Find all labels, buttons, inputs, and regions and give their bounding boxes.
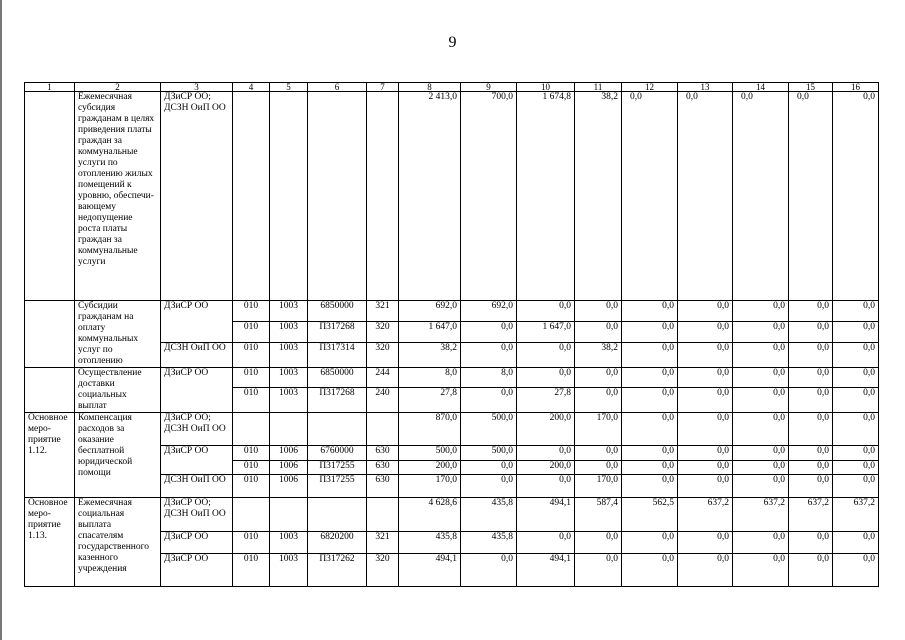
- code-cell: 6850000: [308, 368, 367, 388]
- measure-name: Субсидии гражданам на оплату коммунальных услуг по отоплению: [75, 301, 161, 368]
- value-cell: 27,8: [517, 388, 575, 413]
- code-cell: [233, 498, 270, 532]
- value-cell: 0,0: [833, 343, 879, 368]
- value-cell: 0,0: [575, 554, 622, 587]
- value-cell: 637,2: [789, 498, 833, 532]
- value-cell: 0,0: [789, 92, 833, 301]
- code-cell: 6850000: [308, 301, 367, 322]
- header-cell: 16: [833, 83, 879, 92]
- header-cell: 10: [517, 83, 575, 92]
- event-cell: [25, 92, 75, 301]
- table-row: [25, 92, 879, 301]
- code-cell: 1006: [270, 461, 308, 475]
- code-cell: 010: [233, 475, 270, 498]
- value-cell: 0,0: [833, 554, 879, 587]
- code-cell: 1006: [270, 475, 308, 498]
- measure-name: Ежемесячная субсидия гражданам в целях приведения платы граждан за коммунальные услуги по отоплению жилых помещений к уровню, обеспечи-вающему недопущение роста платы граждан за коммунальные услуги: [75, 92, 161, 301]
- value-cell: 494,1: [517, 554, 575, 587]
- header-cell: 2: [75, 83, 161, 92]
- value-cell: 0,0: [622, 461, 678, 475]
- value-cell: 0,0: [789, 475, 833, 498]
- value-cell: 170,0: [399, 475, 461, 498]
- page-number: 9: [448, 34, 457, 51]
- value-cell: 562,5: [622, 498, 678, 532]
- value-cell: 692,0: [461, 301, 517, 322]
- header-cell: 6: [308, 83, 367, 92]
- value-cell: 0,0: [461, 554, 517, 587]
- value-cell: 0,0: [622, 532, 678, 554]
- value-cell: 0,0: [789, 532, 833, 554]
- value-cell: 1 647,0: [399, 321, 461, 343]
- value-cell: 170,0: [575, 413, 622, 446]
- value-cell: 0,0: [678, 368, 733, 388]
- executor-cell: ДЗиСР ОО: [161, 301, 233, 343]
- value-cell: 0,0: [517, 446, 575, 461]
- code-cell: 010: [233, 554, 270, 587]
- header-cell: 7: [367, 83, 399, 92]
- value-cell: 0,0: [733, 475, 789, 498]
- value-cell: 1 674,8: [517, 92, 575, 301]
- code-cell: [270, 92, 308, 301]
- table-row: [25, 368, 879, 388]
- value-cell: 0,0: [678, 413, 733, 446]
- code-cell: 1003: [270, 301, 308, 322]
- executor-cell: ДЗиСР ОО; ДСЗН ОиП ОО: [161, 413, 233, 446]
- event-cell: Основное меро-приятие 1.13.: [25, 498, 75, 587]
- value-cell: 700,0: [461, 92, 517, 301]
- value-cell: 200,0: [517, 461, 575, 475]
- value-cell: 0,0: [678, 321, 733, 343]
- code-cell: 010: [233, 446, 270, 461]
- header-cell: 8: [399, 83, 461, 92]
- code-cell: 240: [367, 388, 399, 413]
- header-cell: 14: [733, 83, 789, 92]
- value-cell: 0,0: [789, 461, 833, 475]
- value-cell: 0,0: [789, 321, 833, 343]
- code-cell: 1006: [270, 446, 308, 461]
- code-cell: [308, 413, 367, 446]
- executor-cell: ДСЗН ОиП ОО: [161, 343, 233, 368]
- value-cell: 0,0: [517, 368, 575, 388]
- value-cell: 0,0: [789, 343, 833, 368]
- value-cell: 0,0: [678, 532, 733, 554]
- code-cell: 1003: [270, 368, 308, 388]
- executor-cell: ДЗиСР ОО: [161, 554, 233, 587]
- header-cell: 1: [25, 83, 75, 92]
- value-cell: 435,8: [461, 498, 517, 532]
- executor-cell: ДЗиСР ОО: [161, 368, 233, 413]
- code-cell: 244: [367, 368, 399, 388]
- value-cell: 637,2: [678, 498, 733, 532]
- code-cell: [233, 413, 270, 446]
- value-cell: 0,0: [575, 321, 622, 343]
- code-cell: 6820200: [308, 532, 367, 554]
- code-cell: П317314: [308, 343, 367, 368]
- value-cell: 0,0: [833, 413, 879, 446]
- measure-name: Осуществление доставки социальных выплат: [75, 368, 161, 413]
- value-cell: 0,0: [789, 368, 833, 388]
- value-cell: 0,0: [622, 554, 678, 587]
- value-cell: 0,0: [575, 461, 622, 475]
- code-cell: П317262: [308, 554, 367, 587]
- value-cell: 0,0: [733, 388, 789, 413]
- code-cell: 630: [367, 475, 399, 498]
- table-row: [25, 413, 879, 446]
- code-cell: П317268: [308, 388, 367, 413]
- code-cell: [233, 92, 270, 301]
- executor-cell: ДЗиСР ОО: [161, 446, 233, 475]
- value-cell: 500,0: [461, 413, 517, 446]
- value-cell: 0,0: [575, 388, 622, 413]
- header-cell: 11: [575, 83, 622, 92]
- executor-cell: ДЗиСР ОО; ДСЗН ОиП ОО: [161, 92, 233, 301]
- value-cell: 0,0: [622, 321, 678, 343]
- measure-name: Компенсация расходов за оказание бесплатной юридической помощи: [75, 413, 161, 498]
- value-cell: 0,0: [622, 413, 678, 446]
- value-cell: 0,0: [733, 446, 789, 461]
- value-cell: 0,0: [833, 461, 879, 475]
- budget-table: [24, 82, 879, 587]
- value-cell: 0,0: [678, 446, 733, 461]
- code-cell: [270, 413, 308, 446]
- executor-cell: ДСЗН ОиП ОО: [161, 475, 233, 498]
- code-cell: [308, 92, 367, 301]
- code-cell: 630: [367, 461, 399, 475]
- code-cell: [367, 498, 399, 532]
- executor-cell: ДЗиСР ОО; ДСЗН ОиП ОО: [161, 498, 233, 532]
- code-cell: 1003: [270, 388, 308, 413]
- code-cell: 320: [367, 554, 399, 587]
- value-cell: 0,0: [517, 532, 575, 554]
- value-cell: 0,0: [622, 301, 678, 322]
- value-cell: 587,4: [575, 498, 622, 532]
- value-cell: 0,0: [461, 475, 517, 498]
- code-cell: 320: [367, 343, 399, 368]
- value-cell: 0,0: [575, 301, 622, 322]
- value-cell: 494,1: [517, 498, 575, 532]
- value-cell: 0,0: [833, 368, 879, 388]
- value-cell: 0,0: [678, 554, 733, 587]
- value-cell: 0,0: [833, 301, 879, 322]
- value-cell: 2 413,0: [399, 92, 461, 301]
- code-cell: 1003: [270, 554, 308, 587]
- header-cell: 4: [233, 83, 270, 92]
- code-cell: 010: [233, 321, 270, 343]
- value-cell: 0,0: [733, 321, 789, 343]
- event-cell: [25, 368, 75, 413]
- value-cell: 0,0: [733, 461, 789, 475]
- value-cell: 0,0: [678, 388, 733, 413]
- value-cell: 0,0: [575, 532, 622, 554]
- value-cell: 494,1: [399, 554, 461, 587]
- value-cell: 0,0: [833, 388, 879, 413]
- executor-cell: ДЗиСР ОО: [161, 532, 233, 554]
- code-cell: 010: [233, 301, 270, 322]
- table-row: [25, 301, 879, 322]
- value-cell: 38,2: [575, 92, 622, 301]
- value-cell: 637,2: [733, 498, 789, 532]
- value-cell: 0,0: [622, 92, 678, 301]
- value-cell: 38,2: [399, 343, 461, 368]
- value-cell: 0,0: [733, 532, 789, 554]
- value-cell: 0,0: [678, 475, 733, 498]
- value-cell: 0,0: [678, 92, 733, 301]
- value-cell: 0,0: [789, 301, 833, 322]
- event-cell: [25, 301, 75, 368]
- value-cell: 200,0: [399, 461, 461, 475]
- value-cell: 170,0: [575, 475, 622, 498]
- value-cell: 637,2: [833, 498, 879, 532]
- value-cell: 0,0: [678, 301, 733, 322]
- value-cell: 0,0: [789, 554, 833, 587]
- code-cell: 1003: [270, 321, 308, 343]
- value-cell: 0,0: [461, 388, 517, 413]
- value-cell: 0,0: [461, 343, 517, 368]
- scan-edge: [0, 0, 2, 640]
- value-cell: 0,0: [461, 461, 517, 475]
- value-cell: 0,0: [733, 301, 789, 322]
- value-cell: 0,0: [733, 554, 789, 587]
- value-cell: 38,2: [575, 343, 622, 368]
- code-cell: 321: [367, 532, 399, 554]
- header-cell: 12: [622, 83, 678, 92]
- code-cell: 010: [233, 532, 270, 554]
- value-cell: 27,8: [399, 388, 461, 413]
- code-cell: 6760000: [308, 446, 367, 461]
- value-cell: 0,0: [733, 368, 789, 388]
- value-cell: 4 628,6: [399, 498, 461, 532]
- value-cell: 500,0: [399, 446, 461, 461]
- header-cell: 5: [270, 83, 308, 92]
- value-cell: 0,0: [575, 368, 622, 388]
- header-cell: 9: [461, 83, 517, 92]
- measure-name: Ежемесячная социальная выплата спасателям государственного казенного учреждения: [75, 498, 161, 587]
- code-cell: П317255: [308, 475, 367, 498]
- code-cell: 320: [367, 321, 399, 343]
- value-cell: 0,0: [733, 413, 789, 446]
- value-cell: 0,0: [678, 461, 733, 475]
- value-cell: 0,0: [833, 446, 879, 461]
- value-cell: 435,8: [399, 532, 461, 554]
- table-row: [25, 498, 879, 532]
- value-cell: 0,0: [575, 446, 622, 461]
- value-cell: 692,0: [399, 301, 461, 322]
- value-cell: 0,0: [789, 413, 833, 446]
- code-cell: 1003: [270, 532, 308, 554]
- code-cell: [308, 498, 367, 532]
- value-cell: 0,0: [833, 475, 879, 498]
- value-cell: 0,0: [678, 343, 733, 368]
- code-cell: 010: [233, 388, 270, 413]
- value-cell: 0,0: [622, 388, 678, 413]
- value-cell: 0,0: [733, 343, 789, 368]
- code-cell: П317268: [308, 321, 367, 343]
- event-cell: Основное меро-приятие 1.12.: [25, 413, 75, 498]
- value-cell: 0,0: [461, 321, 517, 343]
- header-cell: 15: [789, 83, 833, 92]
- code-cell: [270, 498, 308, 532]
- code-cell: 010: [233, 368, 270, 388]
- value-cell: 0,0: [622, 475, 678, 498]
- value-cell: 0,0: [789, 388, 833, 413]
- value-cell: 0,0: [833, 92, 879, 301]
- code-cell: 010: [233, 461, 270, 475]
- value-cell: 0,0: [833, 532, 879, 554]
- code-cell: [367, 92, 399, 301]
- value-cell: 0,0: [733, 92, 789, 301]
- code-cell: 321: [367, 301, 399, 322]
- value-cell: 1 647,0: [517, 321, 575, 343]
- code-cell: [367, 413, 399, 446]
- value-cell: 200,0: [517, 413, 575, 446]
- code-cell: 630: [367, 446, 399, 461]
- value-cell: 0,0: [517, 475, 575, 498]
- value-cell: 500,0: [461, 446, 517, 461]
- value-cell: 870,0: [399, 413, 461, 446]
- value-cell: 0,0: [622, 343, 678, 368]
- code-cell: П317255: [308, 461, 367, 475]
- value-cell: 0,0: [789, 446, 833, 461]
- value-cell: 0,0: [833, 321, 879, 343]
- value-cell: 0,0: [517, 301, 575, 322]
- code-cell: 010: [233, 343, 270, 368]
- value-cell: 8,0: [461, 368, 517, 388]
- value-cell: 0,0: [517, 343, 575, 368]
- header-row: [25, 83, 879, 92]
- value-cell: 435,8: [461, 532, 517, 554]
- value-cell: 0,0: [622, 368, 678, 388]
- value-cell: 0,0: [622, 446, 678, 461]
- header-cell: 3: [161, 83, 233, 92]
- value-cell: 8,0: [399, 368, 461, 388]
- header-cell: 13: [678, 83, 733, 92]
- code-cell: 1003: [270, 343, 308, 368]
